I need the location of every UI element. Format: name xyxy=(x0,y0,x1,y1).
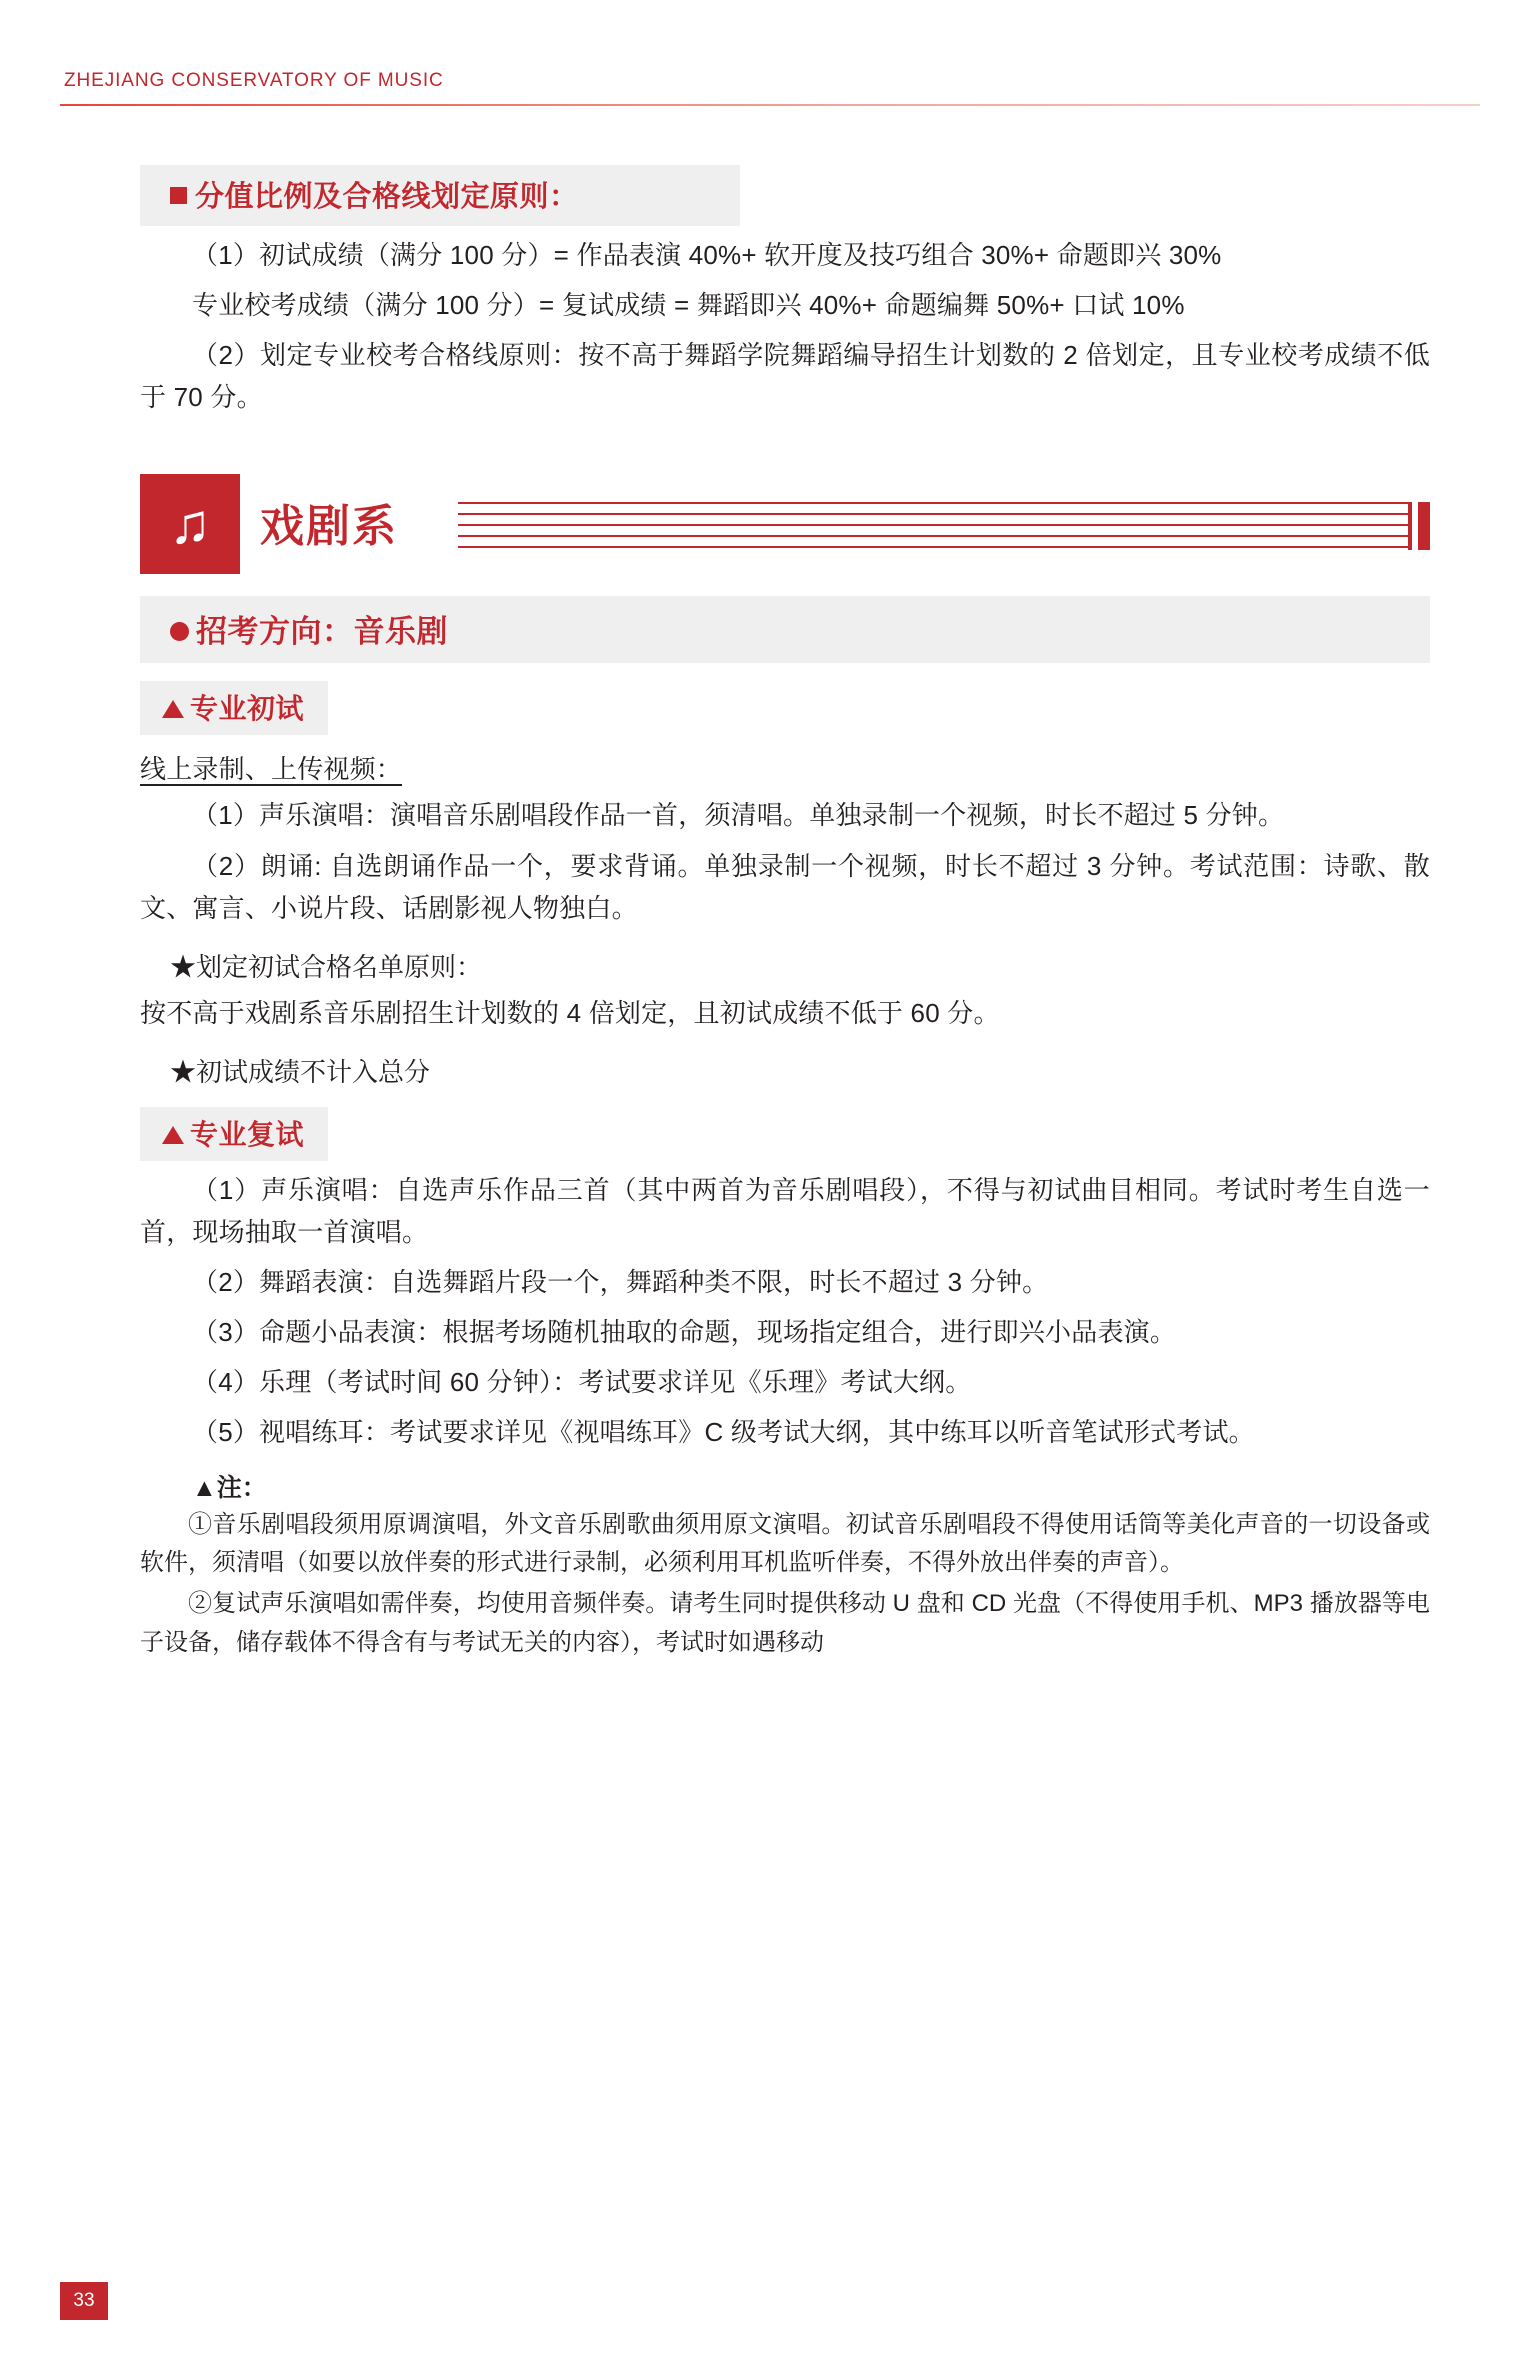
score-section-heading-label: 分值比例及合格线划定原则： xyxy=(195,181,579,213)
preliminary-subheading: 线上录制、上传视频： xyxy=(140,754,403,785)
staff-lines-decoration xyxy=(458,502,1430,550)
preliminary-star-1: ★划定初试合格名单原则： xyxy=(170,951,483,982)
triangle-icon xyxy=(162,1126,184,1144)
department-banner xyxy=(140,474,1430,574)
retest-item-2: （2）舞蹈表演：自选舞蹈片段一个，舞蹈种类不限，时长不超过 3 分钟。 xyxy=(192,1267,1049,1298)
preliminary-rule-text: 按不高于戏剧系音乐剧招生计划数的 4 倍划定，且初试成绩不低于 60 分。 xyxy=(140,997,1000,1028)
retest-heading-label: 专业复试 xyxy=(190,1118,305,1150)
department-logo xyxy=(140,474,240,574)
music-note-icon: ♫ xyxy=(169,492,211,556)
bullet-dot-icon xyxy=(170,622,189,641)
direction-bar xyxy=(140,596,1430,663)
score-section-heading xyxy=(140,165,740,226)
score-paragraph-3: （2）划定专业校考合格线原则：按不高于舞蹈学院舞蹈编导招生计划数的 2 倍划定，且专业校考成绩不低于 70 分。 xyxy=(140,340,1430,413)
red-square-icon xyxy=(170,187,187,204)
retest-note-1: ①音乐剧唱段须用原调演唱，外文音乐剧歌曲须用原文演唱。初试音乐剧唱段不得使用话筒等美化声音的一切设备或软件，须清唱（如要以放伴奏的形式进行录制，必须利用耳机监听伴奏，不得外放出伴奏的声音）。 xyxy=(140,1510,1430,1577)
retest-heading xyxy=(140,1107,328,1161)
direction-label: 招考方向：音乐剧 xyxy=(196,614,448,650)
retest-note-2: ②复试声乐演唱如需伴奏，均使用音频伴奏。请考生同时提供移动 U 盘和 CD 光盘（不得使用手机、MP3 播放器等电子设备，储存载体不得含有与考试无关的内容），考试时如遇移动 xyxy=(140,1590,1430,1657)
score-paragraph-2: 专业校考成绩（满分 100 分）= 复试成绩 = 舞蹈即兴 40%+ 命题编舞 50%+ 口试 10% xyxy=(192,290,1185,321)
retest-item-5: （5）视唱练耳：考试要求详见《视唱练耳》C 级考试大纲，其中练耳以听音笔试形式考试。 xyxy=(192,1417,1255,1448)
retest-item-1: （1）声乐演唱：自选声乐作品三首（其中两首为音乐剧唱段），不得与初试曲目相同。考试时考生自选一首，现场抽取一首演唱。 xyxy=(140,1174,1430,1247)
triangle-icon xyxy=(162,700,184,718)
score-paragraph-1: （1）初试成绩（满分 100 分）= 作品表演 40%+ 软开度及技巧组合 30%+ 命题即兴 30% xyxy=(192,240,1222,270)
document-content xyxy=(140,165,1430,1663)
header-divider xyxy=(60,104,1480,106)
page-header xyxy=(60,70,1480,106)
retest-item-3: （3）命题小品表演：根据考场随机抽取的命题，现场指定组合，进行即兴小品表演。 xyxy=(192,1317,1177,1348)
preliminary-item-1: （1）声乐演唱：演唱音乐剧唱段作品一首，须清唱。单独录制一个视频，时长不超过 5 分钟。 xyxy=(192,800,1285,831)
preliminary-star-2: ★初试成绩不计入总分 xyxy=(170,1056,431,1087)
page-number: 33 xyxy=(60,2282,108,2320)
retest-item-4: （4）乐理（考试时间 60 分钟）：考试要求详见《乐理》考试大纲。 xyxy=(192,1367,972,1398)
preliminary-item-2: （2）朗诵: 自选朗诵作品一个，要求背诵。单独录制一个视频，时长不超过 3 分钟。考试范围：诗歌、散文、寓言、小说片段、话剧影视人物独白。 xyxy=(140,850,1430,923)
preliminary-heading-label: 专业初试 xyxy=(190,693,305,725)
header-title: ZHEJIANG CONSERVATORY OF MUSIC xyxy=(64,70,444,91)
preliminary-heading xyxy=(140,681,328,735)
department-name: 戏剧系 xyxy=(260,502,398,552)
retest-note-label: ▲注： xyxy=(192,1473,267,1502)
